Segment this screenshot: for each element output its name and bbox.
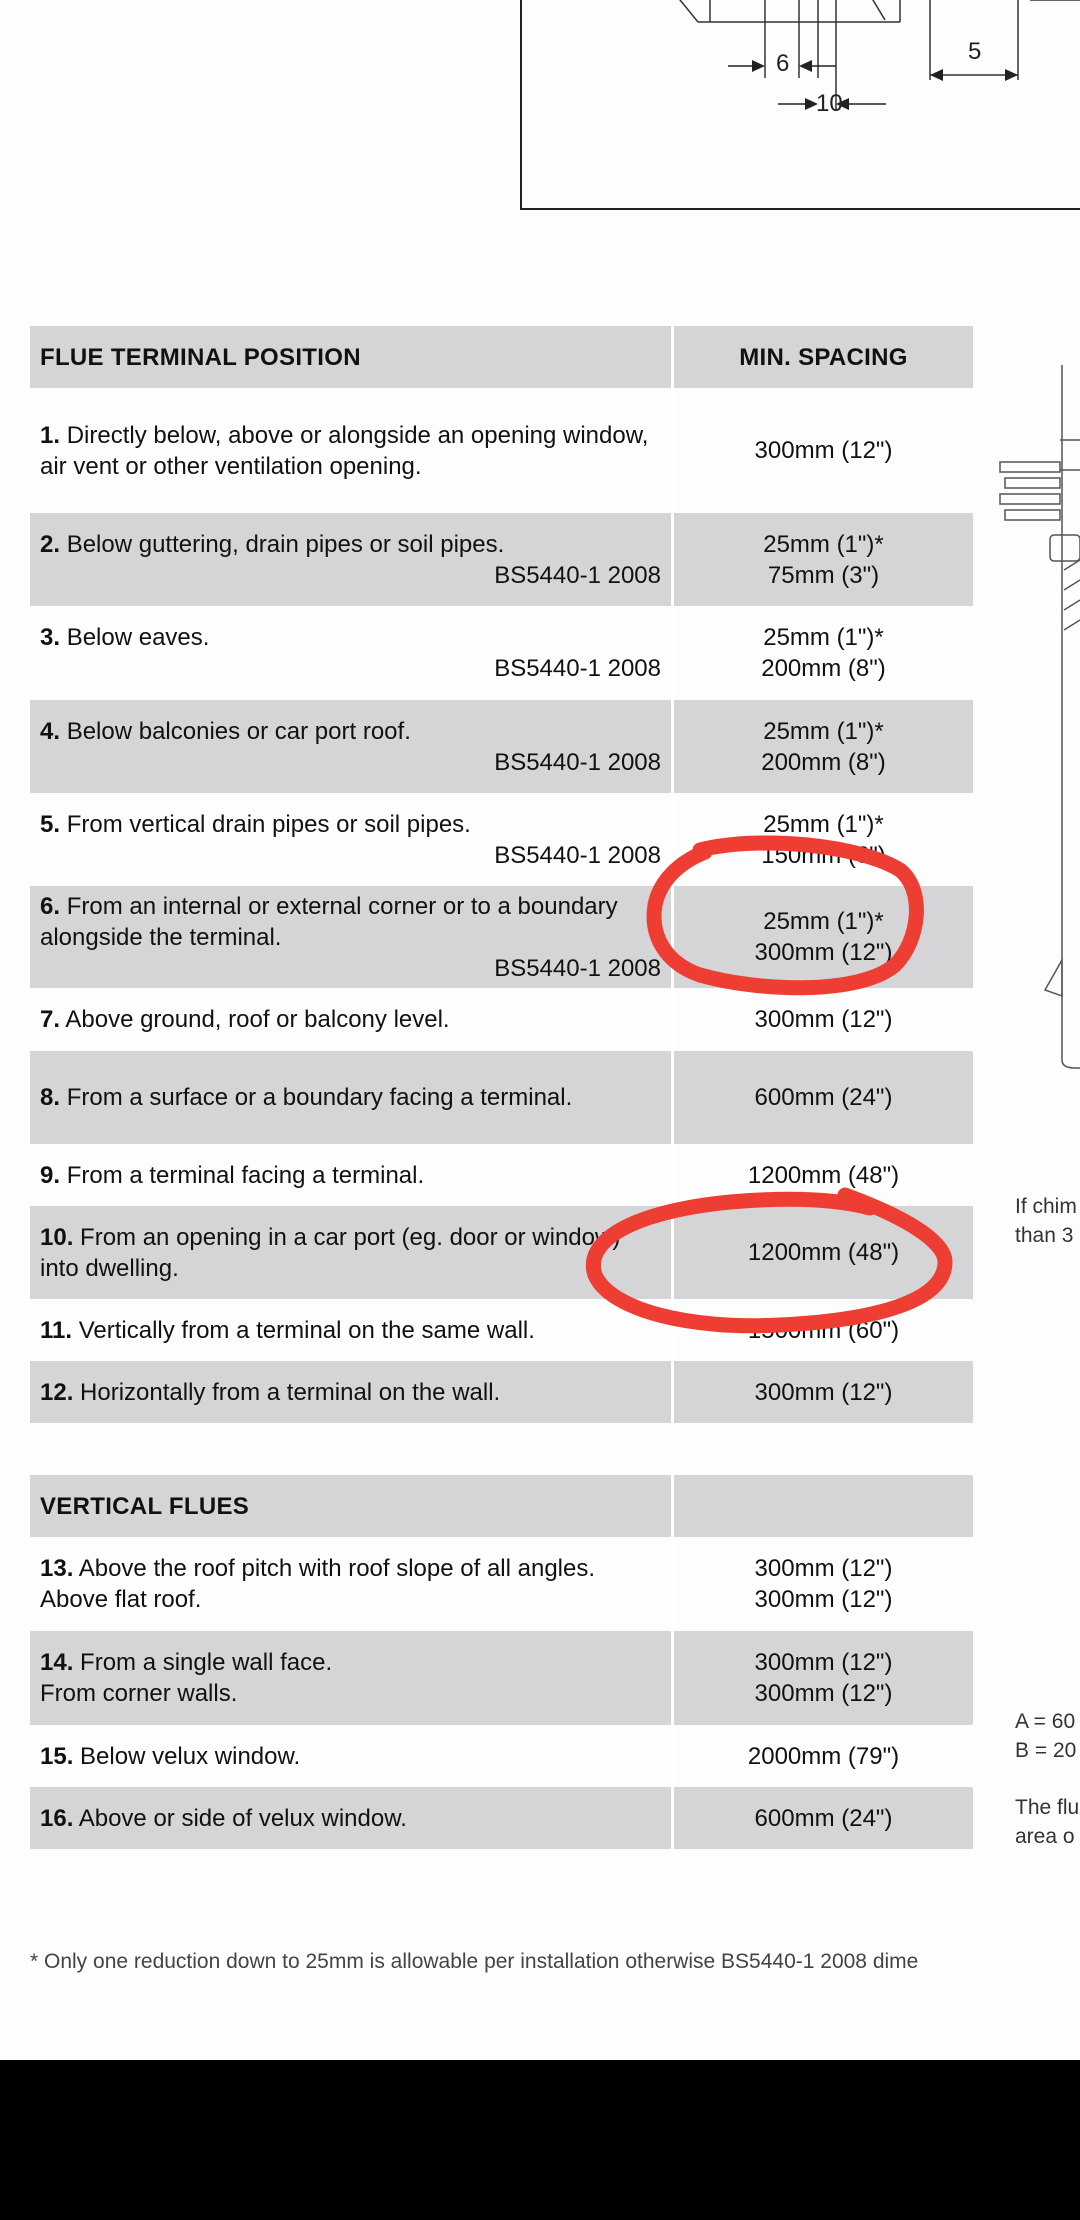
row-number: 11. (40, 1316, 73, 1344)
row-number: 13. (40, 1555, 74, 1582)
side-note-dimensions: A = 60 B = 20 (1015, 1710, 1077, 1762)
row-value: 200mm (8") (761, 655, 886, 682)
side-note-chimney: If chim than 3 (1015, 1195, 1077, 1247)
row-value: 2000mm (79") (747, 1742, 900, 1770)
row-text: Horizontally from a terminal on the wall. (80, 1378, 501, 1406)
row-number: 10. (40, 1223, 74, 1251)
row-text: From vertical drain pipes or soil pipes. (66, 810, 471, 838)
row-text: Below balconies or car port roof. (66, 717, 411, 745)
row-number: 15. (40, 1742, 74, 1770)
row-text: Below eaves. (66, 624, 210, 651)
row-value: 75mm (3") (767, 561, 880, 589)
bottom-black-bar (0, 2060, 1080, 2220)
side-note-flue: The flu area o (1015, 1796, 1080, 1848)
row-text: Below velux window. (80, 1742, 301, 1770)
row-number: 12. (40, 1378, 74, 1406)
dimension-5: 5 (968, 38, 982, 65)
header-min-spacing: MIN. SPACING (673, 326, 974, 388)
row-text: From an opening in a car port (eg. door or window) into dwelling. (40, 1223, 621, 1282)
row-value: 300mm (12") (754, 1555, 893, 1582)
dimension-6: 6 (776, 50, 790, 77)
row-standard: BS5440-1 2008 (494, 655, 661, 682)
row-value: 25mm (1")* (763, 624, 884, 651)
row-text-2: From corner walls. (40, 1680, 238, 1707)
row-text: From an internal or external corner or to a boundary alongside the terminal. (40, 892, 618, 951)
row-value: 300mm (12") (754, 939, 893, 966)
row-text: From a surface or a boundary facing a terminal. (66, 1084, 573, 1111)
row-value: 600mm (24") (754, 1804, 893, 1832)
row-number: 16. (40, 1804, 74, 1832)
row-number: 6. (40, 892, 61, 920)
row-standard: BS5440-1 2008 (494, 954, 661, 982)
row-value: 300mm (12") (754, 1378, 893, 1406)
row-number: 8. (40, 1084, 61, 1111)
row-value: 300mm (12") (754, 1680, 893, 1707)
dimension-10: 10 (816, 90, 843, 117)
row-text: From a terminal facing a terminal. (66, 1161, 425, 1189)
row-standard: BS5440-1 2008 (494, 841, 661, 869)
row-value: 300mm (12") (754, 1006, 893, 1033)
row-text: Below guttering, drain pipes or soil pipes. (66, 530, 505, 558)
row-value: 150mm (6") (761, 841, 886, 869)
header-vertical-flues: VERTICAL FLUES (30, 1475, 673, 1537)
row-value: 200mm (8") (761, 748, 886, 776)
row-standard: BS5440-1 2008 (494, 561, 661, 589)
row-text: Vertically from a terminal on the same wall. (78, 1316, 535, 1344)
row-text: Above ground, roof or balcony level. (65, 1006, 450, 1033)
row-text: Directly below, above or alongside an opening window, air vent or other ventilation opening. (40, 421, 649, 480)
row-value: 25mm (1")* (763, 810, 884, 838)
row-value: 25mm (1")* (763, 530, 884, 558)
row-value: 25mm (1")* (763, 717, 884, 745)
row-value: 1200mm (48") (747, 1161, 900, 1189)
red-circle-annotation (654, 843, 916, 988)
row-number: 3. (40, 624, 61, 651)
row-value: 1200mm (48") (747, 1239, 900, 1266)
footnote: * Only one reduction down to 25mm is allowable per installation otherwise BS5440-1 2008 dime (30, 1950, 919, 1973)
row-number: 5. (40, 810, 61, 838)
row-value: 25mm (1")* (763, 908, 884, 935)
row-text: From a single wall face. (80, 1649, 333, 1676)
row-value: 300mm (12") (754, 1649, 893, 1676)
row-value: 600mm (24") (754, 1084, 893, 1111)
row-number: 7. (40, 1006, 61, 1033)
row-number: 9. (40, 1161, 61, 1189)
row-text: Above the roof pitch with roof slope of all angles. Above flat roof. (40, 1555, 596, 1613)
row-value: 1500mm (60") (747, 1316, 900, 1344)
row-number: 1. (40, 421, 61, 449)
row-value: 300mm (12") (754, 1586, 893, 1613)
row-text: Above or side of velux window. (78, 1804, 407, 1832)
row-value: 300mm (12") (754, 437, 893, 464)
row-number: 2. (40, 530, 61, 558)
row-number: 4. (40, 717, 61, 745)
header-position: FLUE TERMINAL POSITION (30, 326, 673, 388)
red-circle-annotation (593, 1195, 945, 1326)
row-number: 14. (40, 1649, 74, 1676)
row-standard: BS5440-1 2008 (494, 748, 661, 776)
